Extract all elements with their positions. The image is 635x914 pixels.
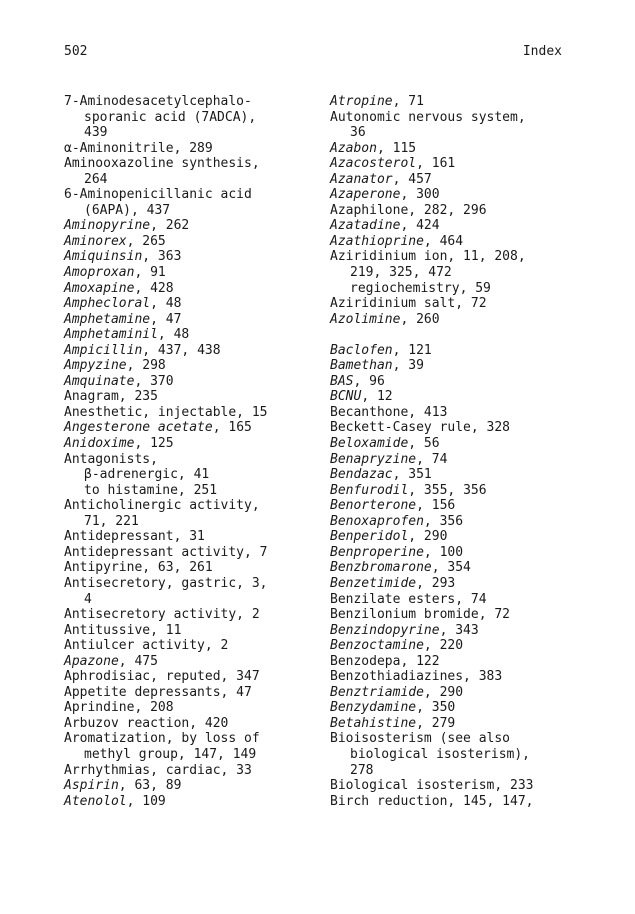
index-pages: , 109	[126, 793, 166, 809]
index-entry	[330, 700, 580, 716]
index-entry	[330, 141, 580, 157]
index-entry	[330, 374, 580, 390]
index-entry: Autonomic nervous system,	[330, 109, 526, 125]
index-term: Azolimine	[330, 311, 401, 327]
index-term: Azatadine	[330, 218, 401, 234]
index-entry	[64, 343, 314, 359]
index-entry: 439	[84, 125, 108, 141]
index-pages: , 354	[431, 560, 471, 576]
index-pages: , 363	[142, 249, 182, 265]
index-pages: , 293	[416, 575, 456, 591]
index-term: Ampyzine	[64, 358, 127, 374]
index-entry	[330, 560, 580, 576]
index-entry: β-adrenergic, 41	[84, 467, 210, 483]
index-entry	[64, 218, 314, 234]
index-pages: , 351	[392, 467, 432, 483]
index-entry	[330, 623, 580, 639]
index-entry: Antiulcer activity, 2	[64, 638, 229, 654]
index-entry	[64, 794, 314, 810]
index-term: Baclofen	[330, 342, 393, 358]
index-entry	[330, 514, 580, 530]
index-entry	[330, 389, 580, 405]
index-entry	[330, 498, 580, 514]
index-pages: , 47	[150, 311, 182, 327]
index-pages: , 74	[416, 451, 448, 467]
index-term: Amphetaminil	[64, 327, 158, 343]
index-entry	[64, 778, 314, 794]
index-pages: , 464	[423, 233, 464, 249]
index-entry: Beckett-Casey rule, 328	[330, 420, 511, 436]
index-entry: Anesthetic, injectable, 15	[64, 404, 268, 420]
index-entry	[330, 187, 580, 203]
index-entry: Antagonists,	[64, 451, 158, 467]
index-entry	[64, 420, 314, 436]
index-entry	[330, 576, 580, 592]
index-pages: , 39	[392, 358, 424, 374]
index-entry: Aprindine, 208	[64, 700, 174, 716]
index-entry	[330, 312, 580, 328]
index-entry: 264	[84, 171, 108, 187]
index-term: Azabon	[330, 140, 377, 156]
index-term: Benzetimide	[330, 575, 417, 591]
index-entry	[330, 156, 580, 172]
index-entry	[330, 234, 580, 250]
index-entry: Anagram, 235	[64, 389, 158, 405]
index-entry: biological isosterism),	[350, 746, 531, 762]
index-entry: 7-Aminodesacetylcephalo-	[64, 94, 252, 109]
index-pages: , 165	[212, 420, 252, 436]
index-term: Benztriamide	[330, 684, 424, 700]
index-pages: , 156	[416, 498, 456, 514]
index-term: Benoxaprofen	[330, 513, 424, 529]
index-entry: Arbuzov reaction, 420	[64, 715, 229, 731]
index-entry: Antitussive, 11	[64, 622, 182, 638]
running-title: Index	[522, 44, 562, 59]
index-term: Amphecloral	[64, 296, 151, 312]
index-pages: , 300	[400, 187, 440, 203]
index-entry: Anticholinergic activity,	[64, 498, 260, 514]
index-term: Benzoctamine	[330, 638, 424, 654]
index-entry: Birch reduction, 145, 147,	[330, 793, 534, 809]
index-entry: Appetite depressants, 47	[64, 684, 252, 700]
index-entry	[330, 94, 580, 110]
index-entry: 278	[350, 762, 374, 778]
index-pages: , 356	[423, 513, 464, 529]
index-pages: , 125	[134, 436, 174, 452]
index-entry: methyl group, 147, 149	[84, 746, 257, 762]
index-entry: α-Aminonitrile, 289	[64, 140, 213, 156]
index-pages: , 265	[126, 233, 166, 249]
index-term: Anidoxime	[64, 436, 135, 452]
index-pages: , 115	[376, 140, 417, 156]
index-entry	[330, 638, 580, 654]
index-term: Amphetamine	[64, 311, 151, 327]
index-pages: , 298	[126, 358, 166, 374]
index-pages: , 262	[150, 218, 190, 234]
index-entry	[330, 483, 580, 499]
index-term: Azaperone	[330, 187, 401, 203]
index-pages: , 220	[423, 638, 464, 654]
index-pages: , 343	[439, 622, 479, 638]
index-entry: Aziridinium ion, 11, 208,	[330, 249, 526, 265]
index-term: Azacosterol	[330, 156, 417, 172]
index-entry: Benzodepa, 122	[330, 653, 440, 669]
index-entry: Antidepressant activity, 7	[64, 544, 268, 560]
index-pages: , 100	[423, 544, 464, 560]
index-entry	[64, 265, 314, 281]
index-entry: (6APA), 437	[84, 202, 171, 218]
index-term: Atenolol	[64, 793, 127, 809]
index-entry	[330, 685, 580, 701]
index-pages: , 475	[118, 653, 158, 669]
index-term: Benfurodil	[330, 482, 409, 498]
index-term: Ampicillin	[64, 342, 143, 358]
index-entry: Arrhythmias, cardiac, 33	[64, 762, 252, 778]
index-entry	[330, 467, 580, 483]
index-term: Aminorex	[64, 233, 127, 249]
index-pages: , 437, 438	[142, 342, 221, 358]
index-term: Atropine	[330, 94, 393, 109]
index-entry: Antidepressant, 31	[64, 529, 205, 545]
index-entry	[330, 716, 580, 732]
index-entry: 71, 221	[84, 513, 139, 529]
index-term: Benzydamine	[330, 700, 417, 716]
index-entry	[64, 312, 314, 328]
index-pages: , 424	[400, 218, 440, 234]
index-term: Aspirin	[64, 778, 119, 794]
index-term: Amquinate	[64, 373, 135, 389]
index-entry: Benzilonium bromide, 72	[330, 607, 511, 623]
index-pages: , 48	[150, 296, 182, 312]
index-entry	[330, 343, 580, 359]
index-entry: Benzilate esters, 74	[330, 591, 487, 607]
index-term: Apazone	[64, 653, 119, 669]
index-entry: Antisecretory activity, 2	[64, 607, 260, 623]
index-entry	[64, 281, 314, 297]
page-header	[64, 44, 562, 62]
index-entry	[64, 327, 314, 343]
index-term: Amiquinsin	[64, 249, 143, 265]
index-column-left	[64, 94, 314, 809]
index-term: Benapryzine	[330, 451, 417, 467]
index-entry: 219, 325, 472	[350, 265, 452, 281]
index-pages: , 71	[392, 94, 424, 109]
index-pages: , 91	[134, 265, 166, 281]
index-entry	[64, 296, 314, 312]
index-term: BCNU	[330, 389, 362, 405]
index-term: Aminopyrine	[64, 218, 151, 234]
index-term: Benzbromarone	[330, 560, 432, 576]
index-pages: , 56	[408, 436, 440, 452]
index-entry	[64, 358, 314, 374]
index-term: Beloxamide	[330, 436, 409, 452]
index-term: Angesterone acetate	[64, 420, 213, 436]
index-entry: Biological isosterism, 233	[330, 778, 534, 794]
index-entry	[64, 374, 314, 390]
index-entry: regiochemistry, 59	[350, 280, 491, 296]
index-entry: Bioisosterism (see also	[330, 731, 511, 747]
index-pages: , 355, 356	[408, 482, 487, 498]
index-entry	[330, 545, 580, 561]
index-entry	[64, 234, 314, 250]
index-entry: sporanic acid (7ADCA),	[84, 109, 257, 125]
index-term: Betahistine	[330, 715, 417, 731]
page-number: 502	[64, 44, 88, 59]
index-pages: , 12	[361, 389, 393, 405]
index-term: Azathioprine	[330, 233, 424, 249]
index-pages: , 350	[416, 700, 456, 716]
index-pages: , 457	[392, 171, 432, 187]
index-entry	[64, 436, 314, 452]
index-gap	[330, 327, 580, 343]
index-term: Benproperine	[330, 544, 424, 560]
index-entry: to histamine, 251	[84, 482, 218, 498]
index-pages: , 48	[157, 327, 190, 343]
index-term: Azanator	[330, 171, 393, 187]
index-entry: Antisecretory, gastric, 3,	[64, 575, 268, 591]
index-term: Benperidol	[330, 529, 409, 545]
index-pages: , 96	[353, 373, 385, 389]
index-term: Benzindopyrine	[330, 622, 440, 638]
index-entry: 4	[84, 591, 92, 607]
index-entry: Azaphilone, 282, 296	[330, 202, 487, 218]
index-entry	[330, 529, 580, 545]
index-entry: 36	[350, 125, 366, 141]
index-pages: , 290	[408, 529, 448, 545]
index-term: Benorterone	[330, 498, 417, 514]
index-entry	[330, 172, 580, 188]
index-entry	[330, 436, 580, 452]
index-entry	[64, 654, 314, 670]
index-entry: Aphrodisiac, reputed, 347	[64, 669, 260, 685]
index-term: Bendazac	[330, 467, 393, 483]
index-pages: , 290	[423, 684, 464, 700]
index-term: Amoproxan	[64, 265, 135, 281]
index-entry	[330, 218, 580, 234]
index-pages: , 161	[416, 156, 456, 172]
index-pages: , 63, 89	[118, 778, 182, 794]
index-entry	[330, 452, 580, 468]
index-entry: Aromatization, by loss of	[64, 731, 260, 747]
index-term: Bamethan	[330, 358, 393, 374]
index-pages: , 428	[134, 280, 174, 296]
index-entry: Antipyrine, 63, 261	[64, 560, 213, 576]
index-pages: , 279	[416, 715, 456, 731]
index-entry: Aminooxazoline synthesis,	[64, 156, 260, 172]
index-pages: , 121	[392, 342, 432, 358]
index-entry	[330, 358, 580, 374]
index-entry: Aziridinium salt, 72	[330, 296, 487, 312]
index-pages: , 370	[134, 373, 174, 389]
index-entry: Benzothiadiazines, 383	[330, 669, 503, 685]
index-column-right	[330, 94, 580, 809]
index-entry	[64, 249, 314, 265]
index-pages: , 260	[400, 311, 440, 327]
index-entry: Becanthone, 413	[330, 404, 448, 420]
index-term: Amoxapine	[64, 280, 135, 296]
index-term: BAS	[330, 373, 354, 389]
index-entry: 6-Aminopenicillanic acid	[64, 187, 252, 203]
